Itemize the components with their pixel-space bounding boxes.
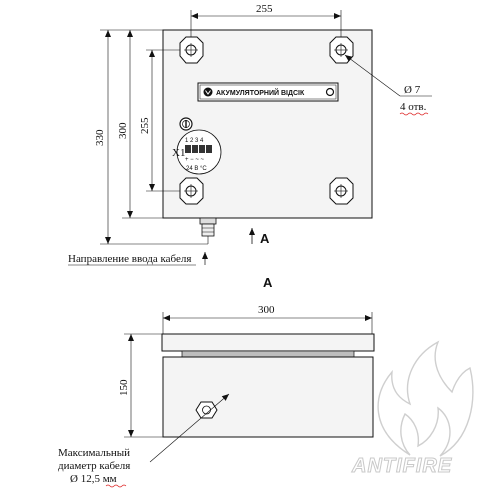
cable-note-line2: диаметр кабеля <box>58 460 131 472</box>
top-view <box>68 3 432 265</box>
hole-count-label: 4 отв. <box>400 101 427 113</box>
cable-note-line1: Максимальный <box>58 447 131 459</box>
side-view <box>58 275 374 487</box>
dim-side-width <box>163 304 372 334</box>
enclosure-lid <box>162 334 374 351</box>
connector-voltage: 24 В °С <box>186 166 207 172</box>
cable-direction <box>68 252 205 265</box>
knob-icon <box>180 118 192 130</box>
dim-height-total-label: 330 <box>94 129 106 146</box>
dim-side-width-label: 300 <box>258 304 275 316</box>
mounting-hole-top-right <box>330 37 353 63</box>
flame-icon <box>378 342 473 456</box>
brand-logo-icon <box>204 88 213 97</box>
dim-side-height-label: 150 <box>118 379 130 396</box>
dim-height-holes-label: 255 <box>139 117 151 134</box>
mounting-hole-top-left <box>180 37 203 63</box>
view-a-marker <box>252 228 270 246</box>
dim-width-holes-label: 255 <box>256 3 273 15</box>
hole-diameter-label: Ø 7 <box>404 84 421 96</box>
cable-gland-nut-icon <box>196 402 217 418</box>
watermark-text: ANTIFIRE <box>352 455 453 477</box>
connector-signs: + − ~ ~ <box>185 157 205 163</box>
mounting-hole-bottom-right <box>330 178 353 204</box>
nameplate <box>198 83 338 101</box>
dim-height-box-label: 300 <box>117 122 129 139</box>
cable-direction-label: Направление ввода кабеля <box>68 253 192 265</box>
cable-gland-top-view <box>200 218 216 244</box>
side-view-title: А <box>263 275 273 290</box>
connector-label: X1 <box>172 147 186 159</box>
spellcheck-underline <box>106 485 126 487</box>
enclosure-body <box>163 357 373 437</box>
connector-pins: 1 2 3 4 <box>185 138 204 144</box>
mounting-hole-bottom-left <box>180 178 203 204</box>
nameplate-text: АКУМУЛЯТОРНИЙ ВІДСІК <box>216 90 305 97</box>
dim-side-height <box>118 334 163 437</box>
enclosure-gasket <box>182 351 354 357</box>
cable-note-line3: Ø 12,5 мм <box>70 473 117 485</box>
view-a-marker-label: А <box>260 231 270 246</box>
